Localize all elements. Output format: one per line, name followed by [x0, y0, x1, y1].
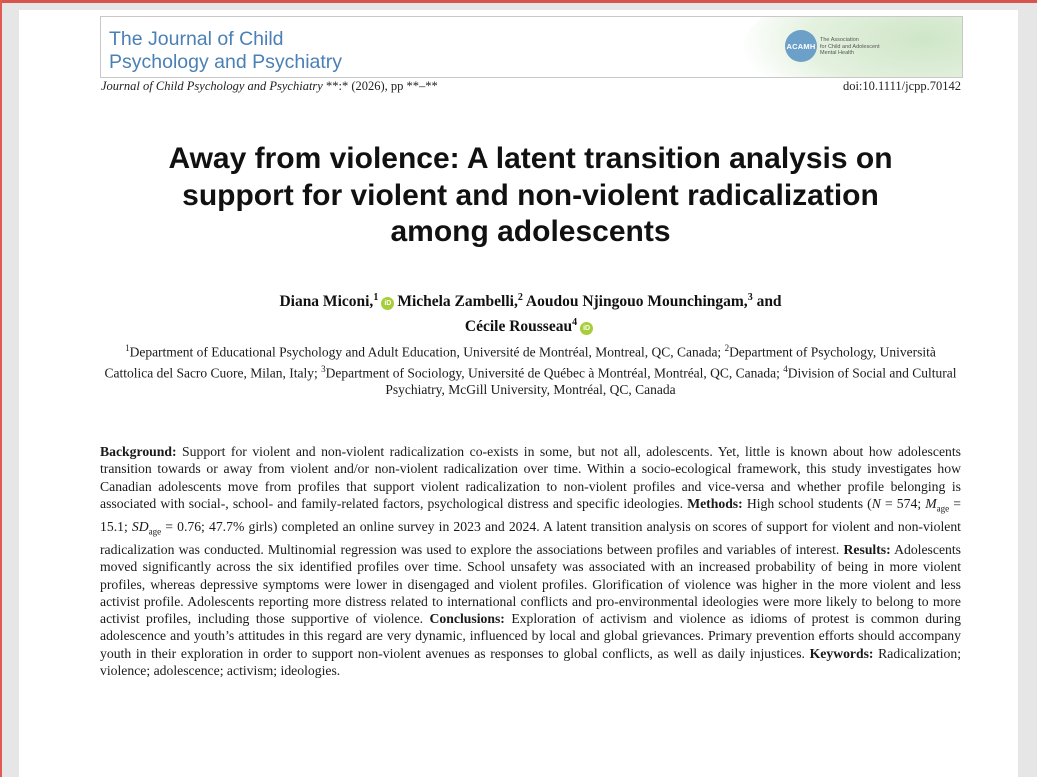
conclusions-label: Conclusions:: [429, 611, 505, 627]
background-label: Background:: [100, 444, 177, 459]
affiliation-mark: 1: [125, 343, 130, 353]
association-name: [820, 37, 940, 57]
methods-text: High school students (: [742, 495, 872, 511]
keywords-text: Radicalization; violence; adolescence; activism; ideologies.: [100, 645, 962, 679]
affiliation-2: Department of Psychology, Università Cattolica del Sacro Cuore, Milan, Italy;: [104, 344, 936, 380]
window-left-border: [0, 0, 2, 777]
author-list: [100, 287, 961, 337]
authors-line1: [100, 287, 961, 312]
orcid-icon[interactable]: iD: [580, 322, 593, 335]
affiliation-1: Department of Educational Psychology and Adult Education, Université de Montréal, Montreal, QC, Canada;: [129, 344, 722, 360]
author-name[interactable]: Michela Zambelli,: [397, 293, 518, 311]
association-line2: for Child and Adolescent: [820, 43, 880, 50]
affiliation-mark: 3: [321, 363, 326, 374]
affiliation-mark: 4: [783, 363, 788, 374]
sample-size-value: = 574;: [880, 495, 926, 511]
journal-name-line1: The Journal of Child: [109, 28, 284, 50]
title-line1: Away from violence: A latent transition analysis on: [168, 142, 893, 175]
sd-age-subscript: age: [148, 526, 162, 537]
authors-line2: [100, 312, 961, 337]
author-affiliation-mark: 3: [747, 292, 753, 303]
affiliations: [100, 340, 961, 398]
keywords-label: Keywords:: [809, 645, 874, 661]
affiliation-mark: 2: [724, 343, 730, 353]
association-line1: The Association: [820, 37, 859, 43]
background-text: Support for violent and non-violent radicalization co-exists in some, but not all, adolescents. Yet, little is known about how adolescents transition towards or away from violent and/or non-violent radicalization over time. Within a socio-ecological framework, this study investigates how Canadian adolescents move from profiles that support violent radicalization to non-violent profiles and vice-versa and whether profile belonging is associated with social-, school- and family-related factors, psychological distress and specific ideologies.: [100, 444, 961, 511]
orcid-icon[interactable]: iD: [381, 297, 394, 310]
association-line3: Mental Health: [820, 50, 854, 56]
author-affiliation-mark: 4: [572, 317, 578, 329]
abstract: [100, 443, 961, 679]
journal-reference-name: Journal of Child Psychology and Psychiatry: [101, 79, 323, 93]
author-affiliation-mark: 2: [517, 292, 523, 303]
affiliation-3: Department of Sociology, Université de Québec à Montréal, Montréal, QC, Canada;: [325, 365, 780, 380]
journal-name: [109, 28, 342, 74]
results-label: Results:: [843, 541, 891, 557]
mean-age-value: = 15.1;: [100, 495, 961, 534]
author-affiliation-mark: 1: [373, 292, 379, 303]
title-line3: among adolescents: [390, 215, 671, 248]
citation-line: [101, 79, 961, 95]
results-text: Adolescents moved significantly across the six identified profiles over time. School unsafety was associated with an increased probability of being in more violent profiles, whereas depressive symptoms were lower in disengaged and violent profiles. Glorification of violence was higher in the more violent and less activist profile. Adolescents reporting more distress related to international conflicts and pro-environmental ideologies were more likely to belong to more activist profiles, including those supportive of violence.: [100, 541, 961, 627]
author-name[interactable]: Aoudou Njingouo Mounchingam,: [525, 293, 748, 311]
journal-name-line2: Psychology and Psychiatry: [109, 51, 343, 73]
author-conjunction: and: [756, 293, 782, 311]
mean-age-symbol: M: [925, 495, 937, 511]
conclusions-text: Exploration of activism and violence as idioms of protest is common during adolescence and youth’s attitudes in this regard are very dynamic, influenced by local and global grievances. Primary prevention efforts should accompany youth in their exploration in order to support non-violent avenues as responses to global conflicts, as well as daily injustices.: [100, 611, 961, 661]
journal-reference: [101, 79, 438, 94]
author-name[interactable]: Diana Miconi,: [279, 293, 374, 311]
mean-age-subscript: age: [936, 503, 950, 514]
doi[interactable]: doi:10.1111/jcpp.70142: [842, 79, 961, 93]
affiliation-4: Division of Social and Cultural Psychiatry, McGill University, Montréal, QC, Canada: [385, 365, 957, 397]
sd-age-symbol: SD: [131, 518, 149, 534]
sample-size-symbol: N: [871, 495, 881, 511]
volume-pages: **:* (2026), pp **–**: [322, 79, 438, 93]
author-name[interactable]: Cécile Rousseau: [464, 318, 573, 336]
methods-text-continued: = 0.76; 47.7% girls) completed an online survey in 2023 and 2024. A latent transition analysis on scores of support for violent and non-violent radicalization was conducted. Multinomial regression was used to explore the associations between profiles and variables of interest.: [100, 518, 961, 557]
methods-label: Methods:: [687, 495, 743, 511]
acamh-logo-icon: ACAMH: [785, 30, 817, 62]
article-title: [100, 141, 961, 251]
window-top-border: [0, 0, 1037, 3]
journal-header-banner: [100, 16, 963, 78]
title-line2: support for violent and non-violent radicalization: [182, 178, 879, 212]
document-page: [19, 10, 1018, 777]
